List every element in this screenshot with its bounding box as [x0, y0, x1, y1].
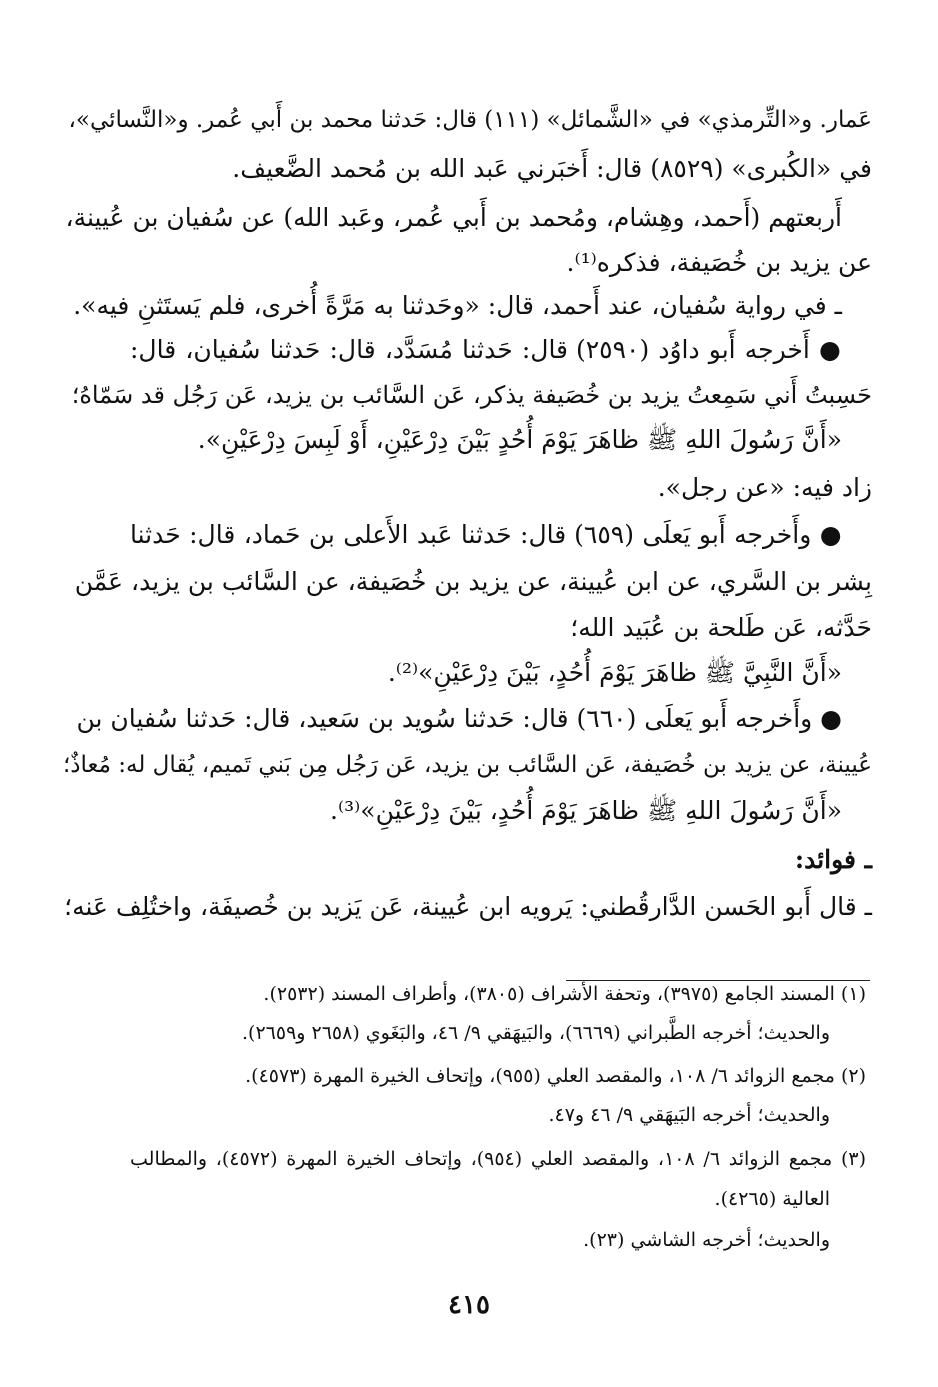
footnote-line: (١) المسند الجامع (٣٩٧٥)، وتحفة الأشراف (٣٨٠٥)، وأطراف المسند (٢٥٣٢).: [263, 983, 866, 1005]
hadith-text: «أَنَّ رَسُولَ اللهِ ﷺ ظاهَرَ يَوْمَ أُحُدٍ، بَيْنَ دِرْعَيْنِ»⁽³⁾.: [330, 796, 842, 825]
footnote-line: العالية (٤٢٦٥).: [714, 1188, 830, 1210]
body-line: أَربعتهم (أَحمد، وهِشام، ومُحمد بن أَبي عُمر، وعَبد الله) عن سُفيان بن عُيينة،: [65, 203, 842, 232]
body-line: حَدَّثه، عَن طَلحة بن عُبَيد الله؛: [570, 613, 872, 642]
body-line: عُيينة، عن يزيد بن خُصَيفة، عَن السَّائب بن يزيد، عَن رَجُل مِن بَني تَميم، يُقال له: مُعاذٌ؛: [62, 752, 872, 778]
section-heading: ـ فوائد:: [794, 845, 872, 874]
body-line: زاد فيه: «عن رجل».: [657, 473, 872, 502]
hadith-text: «أَنَّ رَسُولَ اللهِ ﷺ ظاهَرَ يَوْمَ أُحُدٍ بَيْنَ دِرْعَيْنِ، أَوْ لَبِسَ دِرْعَيْنِ».: [197, 425, 842, 454]
page-number: ٤١٥: [448, 1290, 490, 1320]
footnote-line: والحديث؛ أخرجه الطَّبراني (٦٦٦٩)، والبَيهَقي ٩/ ٤٦، والبَغَوي (٢٦٥٨ و٢٦٥٩).: [242, 1022, 830, 1044]
footnote-line: والحديث؛ أخرجه البَيهَقي ٩/ ٤٦ و٤٧.: [548, 1104, 830, 1126]
body-line: عَمار. و«التِّرمذي» في «الشَّمائل» (١١١) قال: حَدثنا محمد بن أَبي عُمر. و«النَّسائي»،: [68, 107, 872, 133]
body-line: ● وأَخرجه أَبو يَعلَى (٦٦٠) قال: حَدثنا سُويد بن سَعيد، قال: حَدثنا سُفيان بن: [76, 704, 842, 733]
body-line: عن يزيد بن خُصَيفة، فذكره⁽¹⁾.: [566, 248, 872, 277]
footnote-line: (٣) مجمع الزوائد ٦/ ١٠٨، والمقصد العلي (٩٥٤)، وإتحاف الخيرة المهرة (٤٥٧٢)، والمطالب: [130, 1148, 866, 1170]
footnote-line: (٢) مجمع الزوائد ٦/ ١٠٨، والمقصد العلي (٩٥٥)، وإتحاف الخيرة المهرة (٤٥٧٣).: [245, 1065, 866, 1087]
footnote-line: والحديث؛ أخرجه الشاشي (٢٣).: [583, 1229, 830, 1251]
body-line: ● أَخرجه أَبو داوُد (٢٥٩٠) قال: حَدثنا مُسَدَّد، قال: حَدثنا سُفيان، قال:: [130, 335, 843, 364]
body-line: ـ في رواية سُفيان، عند أَحمد، قال: «وحَدثنا به مَرَّةً أُخرى، فلم يَستَثنِ فيه».: [73, 291, 842, 320]
body-line: ـ قال أَبو الحَسن الدَّارقُطني: يَرويه ابن عُيينة، عَن يَزيد بن خُصيفَة، واختُلِف عَنه؛: [64, 892, 872, 921]
hadith-text: «أَنَّ النَّبِيَّ ﷺ ظاهَرَ يَوْمَ أُحُدٍ، بَيْنَ دِرْعَيْنِ»⁽²⁾.: [387, 658, 842, 687]
body-line: بِشر بن السَّري، عن ابن عُيينة، عن يزيد بن خُصَيفة، عن السَّائب بن يزيد، عَمَّن: [74, 567, 872, 596]
body-line: حَسِبتُ أَني سَمِعتُ يزيد بن خُصَيفة يذكر، عَن السَّائب بن يزيد، عَن رَجُل قد سَمّاهُ؛: [71, 381, 872, 409]
body-line: ● وأَخرجه أَبو يَعلَى (٦٥٩) قال: حَدثنا عَبد الأَعلى بن حَماد، قال: حَدثنا: [130, 520, 842, 549]
body-line: في «الكُبرى» (٨٥٢٩) قال: أَخبَرني عَبد الله بن مُحمد الضَّعيف.: [232, 154, 872, 183]
